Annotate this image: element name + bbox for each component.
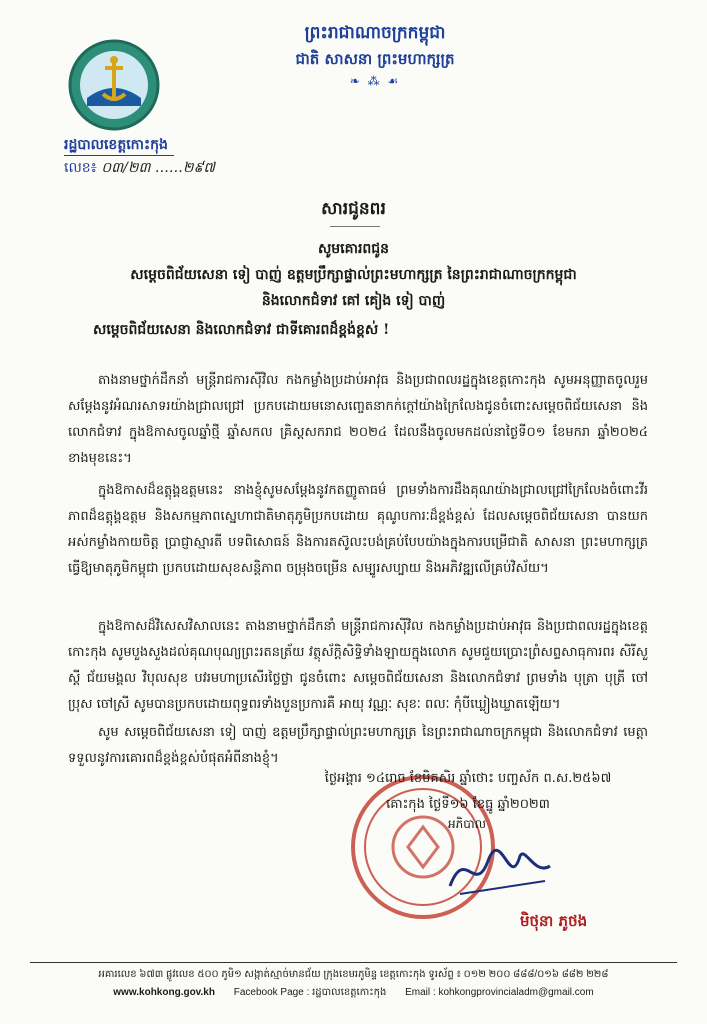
signer-name: មិថុនា ភូថង [520, 912, 588, 930]
recipient-block [40, 236, 667, 314]
kingdom-header [260, 20, 490, 88]
footer [30, 966, 677, 1002]
recipient-line-1: សូមគោរពជូន [317, 241, 390, 257]
website-link[interactable]: www.kohkong.gov.kh [113, 987, 215, 998]
title-divider [330, 226, 380, 227]
paragraph-2: ក្នុងឱកាសដ៏ឧត្តុង្គឧត្តមនេះ នាងខ្ញុំសូមសម្តែងនូវកតញ្ញូតាធម៌ ព្រមទាំងការដឹងគុណយ៉ាងជ្រាលជ្រៅក្រៃលែងចំពោះវីរភាពដ៏ឧត្តុង្គឧត្តម និងសកម្មភាពស្នេហាជាតិមាតុភូមិប្រកបដោយ គុណូបការៈដ៏ខ្ពង់ខ្ពស់ ដែលសម្តេចពិជ័យសេនា បានយកអស់កម្លាំងកាយចិត្ត ប្រាជ្ញាស្មារតី បទពិសោធន៍ និងការតស៊ូលះបង់គ្រប់បែបយ៉ាងក្នុងការបម្រើជាតិ សាសនា ព្រះមហាក្សត្រ ធ្វើឱ្យមាតុភូមិកម្ពុជា ប្រកបដោយសុខសន្តិភាព ចម្រុងចម្រើន សម្បូរសប្បាយ និងអភិវឌ្ឍលើគ្រប់វិស័យ។ [68, 483, 648, 576]
kingdom-name: ព្រះរាជាណាចក្រកម្ពុជា [304, 23, 446, 43]
lunar-date: ថ្ងៃអង្គារ ១៤រោច ខែមិគសិរ ឆ្នាំថោះ បញ្ចស័ក ព.ស.២៥៦៧ [324, 771, 612, 786]
provincial-emblem-icon [67, 38, 161, 132]
footer-divider [30, 962, 677, 963]
signed-label: អភិបាល [448, 817, 487, 831]
authority-underline [64, 155, 174, 156]
email-label: Email : [405, 987, 436, 998]
recipient-line-3: និងលោកជំទាវ គៅ គៀង ទៀ បាញ់ [261, 293, 446, 309]
facebook-label: Facebook Page : [233, 987, 310, 998]
document-title: សារជូនពរ [321, 199, 386, 219]
recipient-line-2: សម្តេចពិជ័យសេនា ទៀ បាញ់ ឧត្តមប្រឹក្សាផ្ទាល់ព្រះមហាក្សត្រ នៃព្រះរាជាណាចក្រកម្ពុជា [130, 267, 577, 283]
paragraph-1: តាងនាមថ្នាក់ដឹកនាំ មន្ត្រីរាជការស៊ីវិល កងកម្លាំងប្រដាប់អាវុធ និងប្រជាពលរដ្ឋក្នុងខេត្តកោះកុង សូមអនុញ្ញាតចូលរួមសម្តែងនូវអំណរសាទរយ៉ាងជ្រាលជ្រៅ ប្រកបដោយមនោសញ្ចេតនាកក់ក្តៅយ៉ាងក្រៃលែងជូនចំពោះសម្តេចពិជ័យសេនា និងលោកជំទាវ ក្នុងឱកាសចូលឆ្នាំថ្មី ឆ្នាំសកល គ្រិស្តសករាជ ២០២៤ ដែលនឹងចូលមកដល់នាថ្ងៃទី០១ ខែមករា ឆ្នាំ២០២៤ ខាងមុខនេះ។ [68, 373, 648, 466]
email-link[interactable]: kohkongprovincialadm@gmail.com [438, 987, 594, 998]
footer-address: អគារលេខ ៦៧៣ ផ្លូវលេខ ៥០០ ភូមិ១ សង្កាត់ស្មាច់មានជ័យ ក្រុងខេមរភូមិន្ទ ខេត្តកោះកុង ទូរស័ព្ទ ៖ ០១២ ២០០ ៨៨៨/០១៦ ៨៨២ ២២៨ [98, 969, 609, 980]
paragraph-4: សូម សម្តេចពិជ័យសេនា ទៀ បាញ់ ឧត្តមប្រឹក្សាផ្ទាល់ព្រះមហាក្សត្រ នៃព្រះរាជាណាចក្រកម្ពុជា និងលោកជំទាវ មេត្តាទទួលនូវការគោរពដ៏ខ្ពង់ខ្ពស់បំផុតអំពីនាងខ្ញុំ។ [68, 725, 648, 766]
issuing-authority: រដ្ឋបាលខេត្តកោះកុង [64, 137, 168, 153]
ref-value: ០៣/២៣ ……២៩៧ [101, 160, 215, 176]
national-motto: ជាតិ សាសនា ព្រះមហាក្សត្រ [295, 50, 455, 68]
ref-label: លេខ៖ [64, 160, 97, 176]
solar-date: គោះកុង ថ្ងៃទី១៦ ខែធ្នូ ឆ្នាំ២០២៣ [386, 797, 550, 812]
handwritten-signature [440, 836, 560, 906]
facebook-link[interactable]: រដ្ឋបាលខេត្តកោះកុង [312, 987, 387, 998]
header-ornament: ❧ ⁂ ☙ [349, 74, 401, 88]
paragraph-3: ក្នុងឱកាសដ៏វិសេសវិសាលនេះ តាងនាមថ្នាក់ដឹកនាំ មន្ត្រីរាជការស៊ីវិល កងកម្លាំងប្រដាប់អាវុធ និងប្រជាពលរដ្ឋក្នុងខេត្តកោះកុង សូមបួងសួងដល់គុណបុណ្យព្រះរតនត្រ័យ វត្ថុស័ក្តិសិទ្ធិទាំងឡាយក្នុងលោក សូមជួយប្រោះព្រំសព្ទសាធុការពរ សិរីសួស្តី ជ័យមង្គល វិបុលសុខ បវរមហាប្រសើរថ្លៃថ្លា ជូនចំពោះ សម្តេចពិជ័យសេនា និងលោកជំទាវ ព្រមទាំង បុត្រា បុត្រី ចៅប្រុស ចៅស្រី សូមបានប្រកបដោយពុទ្ធពរទាំងបួនប្រការគឺ អាយុ វណ្ណៈ សុខៈ ពលៈ កុំបីឃ្លៀងឃ្លាតឡើយ។ [68, 619, 648, 712]
reference-number [64, 158, 215, 179]
date-block [298, 766, 638, 818]
salutation: សម្តេចពិជ័យសេនា និងលោកជំទាវ ជាទីគោរពដ៏ខ្ពង់ខ្ពស់ ! [93, 322, 390, 338]
footer-contacts [30, 984, 677, 1002]
